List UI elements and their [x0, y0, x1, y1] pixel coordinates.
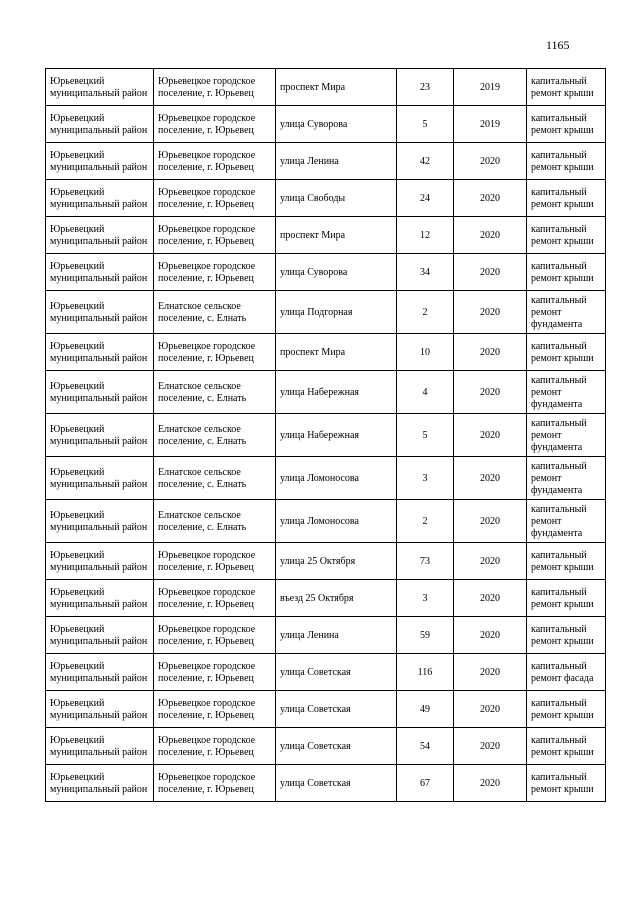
year-cell: 2020 [454, 617, 527, 654]
work-type-cell: капитальный ремонт фасада [527, 654, 606, 691]
settlement-cell: Юрьевецкое городское поселение, г. Юрьевец [154, 143, 276, 180]
year-cell: 2020 [454, 334, 527, 371]
house-number-cell: 4 [397, 371, 454, 414]
year-cell: 2020 [454, 691, 527, 728]
table-row [46, 543, 606, 580]
settlement-cell: Елнатское сельское поселение, с. Елнать [154, 457, 276, 500]
settlement-cell: Елнатское сельское поселение, с. Елнать [154, 500, 276, 543]
street-cell: улица Советская [276, 728, 397, 765]
table-row [46, 765, 606, 802]
year-cell: 2020 [454, 180, 527, 217]
table-row [46, 291, 606, 334]
year-cell: 2020 [454, 580, 527, 617]
street-cell: улица Подгорная [276, 291, 397, 334]
district-cell: Юрьевецкий муниципальный район [46, 69, 154, 106]
table-row [46, 143, 606, 180]
work-type-cell: капитальный ремонт крыши [527, 617, 606, 654]
district-cell: Юрьевецкий муниципальный район [46, 334, 154, 371]
street-cell: улица Ленина [276, 143, 397, 180]
table-row [46, 580, 606, 617]
street-cell: улица Суворова [276, 254, 397, 291]
house-number-cell: 3 [397, 580, 454, 617]
house-number-cell: 23 [397, 69, 454, 106]
district-cell: Юрьевецкий муниципальный район [46, 414, 154, 457]
work-type-cell: капитальный ремонт фундамента [527, 371, 606, 414]
table-row [46, 414, 606, 457]
street-cell: улица Набережная [276, 414, 397, 457]
year-cell: 2020 [454, 414, 527, 457]
street-cell: улица Набережная [276, 371, 397, 414]
table-row [46, 334, 606, 371]
district-cell: Юрьевецкий муниципальный район [46, 143, 154, 180]
house-number-cell: 12 [397, 217, 454, 254]
district-cell: Юрьевецкий муниципальный район [46, 106, 154, 143]
district-cell: Юрьевецкий муниципальный район [46, 691, 154, 728]
table-row [46, 69, 606, 106]
house-number-cell: 49 [397, 691, 454, 728]
work-type-cell: капитальный ремонт крыши [527, 69, 606, 106]
year-cell: 2020 [454, 543, 527, 580]
settlement-cell: Юрьевецкое городское поселение, г. Юрьевец [154, 691, 276, 728]
table-row [46, 691, 606, 728]
work-type-cell: капитальный ремонт крыши [527, 543, 606, 580]
year-cell: 2020 [454, 291, 527, 334]
street-cell: улица 25 Октября [276, 543, 397, 580]
street-cell: улица Суворова [276, 106, 397, 143]
work-type-cell: капитальный ремонт крыши [527, 691, 606, 728]
district-cell: Юрьевецкий муниципальный район [46, 617, 154, 654]
street-cell: улица Свободы [276, 180, 397, 217]
house-number-cell: 2 [397, 500, 454, 543]
street-cell: проспект Мира [276, 217, 397, 254]
work-type-cell: капитальный ремонт фундамента [527, 291, 606, 334]
settlement-cell: Юрьевецкое городское поселение, г. Юрьевец [154, 217, 276, 254]
table-row [46, 654, 606, 691]
settlement-cell: Юрьевецкое городское поселение, г. Юрьевец [154, 617, 276, 654]
table-row [46, 617, 606, 654]
year-cell: 2020 [454, 217, 527, 254]
settlement-cell: Юрьевецкое городское поселение, г. Юрьевец [154, 543, 276, 580]
year-cell: 2020 [454, 457, 527, 500]
house-number-cell: 3 [397, 457, 454, 500]
settlement-cell: Юрьевецкое городское поселение, г. Юрьевец [154, 728, 276, 765]
settlement-cell: Елнатское сельское поселение, с. Елнать [154, 414, 276, 457]
work-type-cell: капитальный ремонт крыши [527, 180, 606, 217]
year-cell: 2020 [454, 500, 527, 543]
house-number-cell: 59 [397, 617, 454, 654]
settlement-cell: Юрьевецкое городское поселение, г. Юрьевец [154, 69, 276, 106]
house-number-cell: 10 [397, 334, 454, 371]
settlement-cell: Елнатское сельское поселение, с. Елнать [154, 371, 276, 414]
table-body [46, 69, 606, 802]
table-row [46, 217, 606, 254]
work-type-cell: капитальный ремонт крыши [527, 254, 606, 291]
district-cell: Юрьевецкий муниципальный район [46, 180, 154, 217]
house-number-cell: 42 [397, 143, 454, 180]
house-number-cell: 67 [397, 765, 454, 802]
year-cell: 2020 [454, 254, 527, 291]
work-type-cell: капитальный ремонт фундамента [527, 414, 606, 457]
street-cell: улица Ломоносова [276, 500, 397, 543]
settlement-cell: Юрьевецкое городское поселение, г. Юрьевец [154, 580, 276, 617]
street-cell: проспект Мира [276, 69, 397, 106]
street-cell: въезд 25 Октября [276, 580, 397, 617]
settlement-cell: Юрьевецкое городское поселение, г. Юрьевец [154, 765, 276, 802]
house-number-cell: 5 [397, 106, 454, 143]
house-number-cell: 116 [397, 654, 454, 691]
table-row [46, 106, 606, 143]
settlement-cell: Юрьевецкое городское поселение, г. Юрьевец [154, 254, 276, 291]
street-cell: улица Ленина [276, 617, 397, 654]
district-cell: Юрьевецкий муниципальный район [46, 254, 154, 291]
page-number: 1165 [546, 38, 570, 52]
district-cell: Юрьевецкий муниципальный район [46, 291, 154, 334]
house-number-cell: 34 [397, 254, 454, 291]
settlement-cell: Юрьевецкое городское поселение, г. Юрьевец [154, 106, 276, 143]
district-cell: Юрьевецкий муниципальный район [46, 543, 154, 580]
work-type-cell: капитальный ремонт крыши [527, 334, 606, 371]
settlement-cell: Юрьевецкое городское поселение, г. Юрьевец [154, 654, 276, 691]
work-type-cell: капитальный ремонт крыши [527, 728, 606, 765]
street-cell: улица Ломоносова [276, 457, 397, 500]
work-type-cell: капитальный ремонт крыши [527, 106, 606, 143]
district-cell: Юрьевецкий муниципальный район [46, 500, 154, 543]
work-type-cell: капитальный ремонт крыши [527, 143, 606, 180]
work-type-cell: капитальный ремонт крыши [527, 765, 606, 802]
table-row [46, 728, 606, 765]
year-cell: 2020 [454, 371, 527, 414]
street-cell: проспект Мира [276, 334, 397, 371]
street-cell: улица Советская [276, 691, 397, 728]
settlement-cell: Юрьевецкое городское поселение, г. Юрьевец [154, 180, 276, 217]
work-type-cell: капитальный ремонт фундамента [527, 457, 606, 500]
district-cell: Юрьевецкий муниципальный район [46, 457, 154, 500]
settlement-cell: Елнатское сельское поселение, с. Елнать [154, 291, 276, 334]
house-number-cell: 73 [397, 543, 454, 580]
year-cell: 2019 [454, 106, 527, 143]
house-number-cell: 2 [397, 291, 454, 334]
street-cell: улица Советская [276, 654, 397, 691]
work-type-cell: капитальный ремонт фундамента [527, 500, 606, 543]
year-cell: 2020 [454, 728, 527, 765]
work-type-cell: капитальный ремонт крыши [527, 217, 606, 254]
table-row [46, 371, 606, 414]
work-type-cell: капитальный ремонт крыши [527, 580, 606, 617]
table-row [46, 180, 606, 217]
house-number-cell: 5 [397, 414, 454, 457]
table-row [46, 500, 606, 543]
house-number-cell: 24 [397, 180, 454, 217]
district-cell: Юрьевецкий муниципальный район [46, 765, 154, 802]
district-cell: Юрьевецкий муниципальный район [46, 728, 154, 765]
table-row [46, 457, 606, 500]
street-cell: улица Советская [276, 765, 397, 802]
year-cell: 2020 [454, 143, 527, 180]
district-cell: Юрьевецкий муниципальный район [46, 580, 154, 617]
year-cell: 2019 [454, 69, 527, 106]
year-cell: 2020 [454, 654, 527, 691]
year-cell: 2020 [454, 765, 527, 802]
settlement-cell: Юрьевецкое городское поселение, г. Юрьевец [154, 334, 276, 371]
district-cell: Юрьевецкий муниципальный район [46, 217, 154, 254]
district-cell: Юрьевецкий муниципальный район [46, 371, 154, 414]
repair-program-table [45, 68, 606, 802]
district-cell: Юрьевецкий муниципальный район [46, 654, 154, 691]
table-row [46, 254, 606, 291]
house-number-cell: 54 [397, 728, 454, 765]
